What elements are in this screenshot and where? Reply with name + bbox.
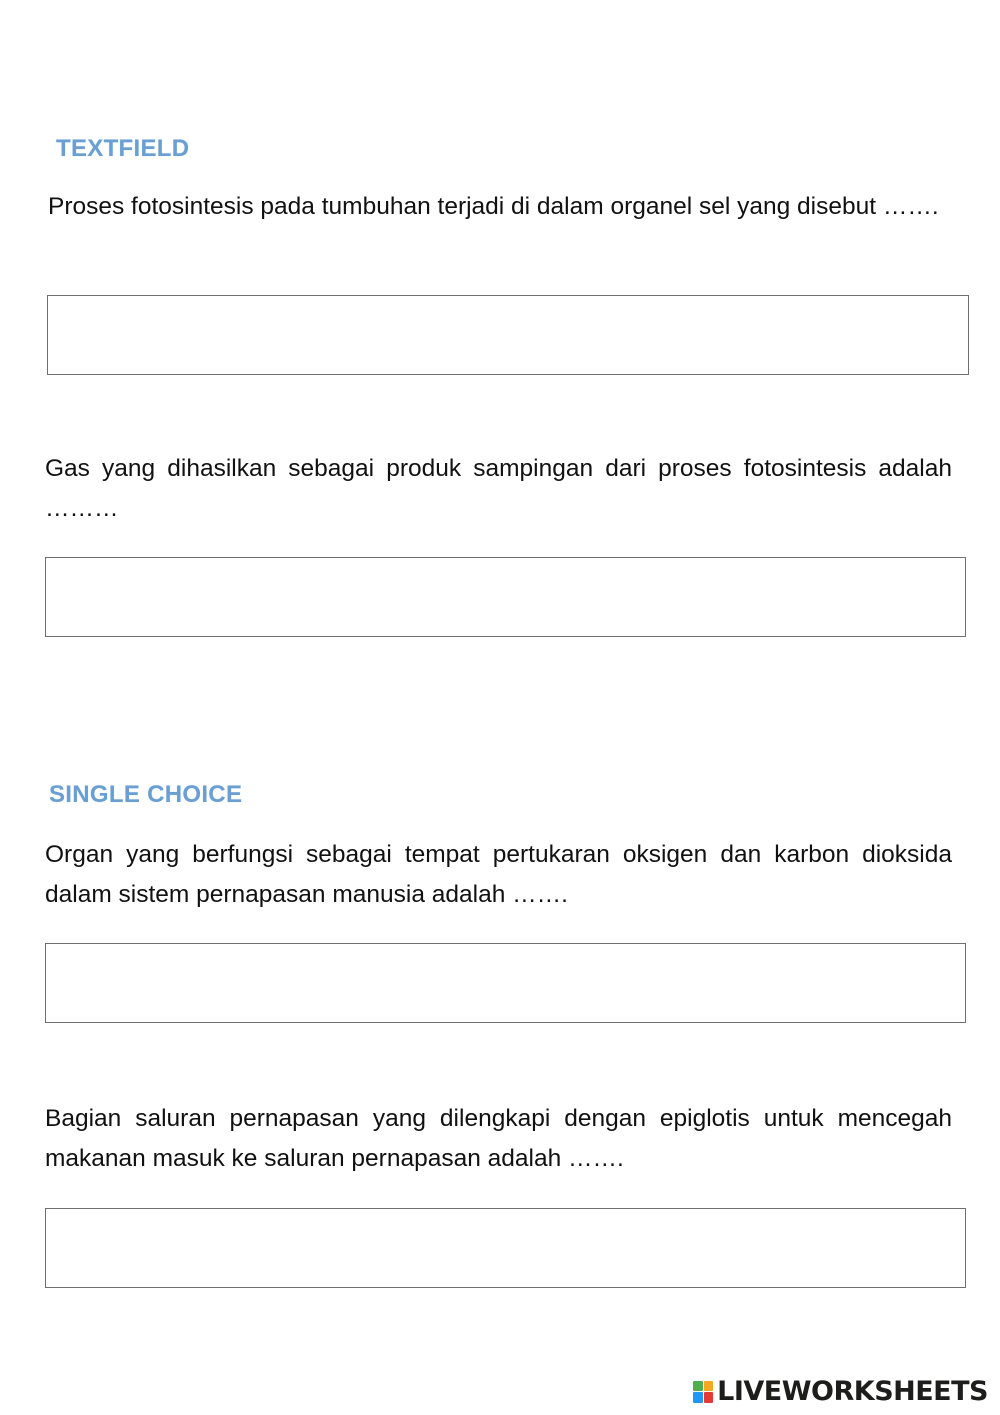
liveworksheets-brand bbox=[693, 1376, 988, 1407]
logo-square-orange bbox=[704, 1381, 714, 1392]
question-2-text: Gas yang dihasilkan sebagai produk sampingan dari proses fotosintesis adalah ……… bbox=[45, 455, 952, 522]
answer-field-4[interactable] bbox=[45, 1208, 966, 1288]
logo-square-blue bbox=[693, 1392, 703, 1403]
answer-field-1[interactable] bbox=[47, 295, 969, 375]
brand-name: LIVEWORKSHEETS bbox=[717, 1376, 988, 1407]
logo-square-green bbox=[693, 1381, 703, 1392]
question-1-text: Proses fotosintesis pada tumbuhan terjadi di dalam organel sel yang disebut ……. bbox=[48, 193, 939, 220]
question-4-text: Bagian saluran pernapasan yang dilengkapi dengan epiglotis untuk mencegah makanan masuk ke saluran pernapasan adalah ……. bbox=[45, 1105, 952, 1172]
section-title-single-choice: SINGLE CHOICE bbox=[49, 781, 243, 808]
answer-field-2[interactable] bbox=[45, 557, 966, 637]
logo-square-red bbox=[704, 1392, 714, 1403]
section-title-textfield: TEXTFIELD bbox=[56, 135, 190, 162]
liveworksheets-logo-icon bbox=[693, 1381, 713, 1403]
question-3-text: Organ yang berfungsi sebagai tempat pertukaran oksigen dan karbon dioksida dalam sistem pernapasan manusia adalah ……. bbox=[45, 841, 952, 908]
answer-field-3[interactable] bbox=[45, 943, 966, 1023]
